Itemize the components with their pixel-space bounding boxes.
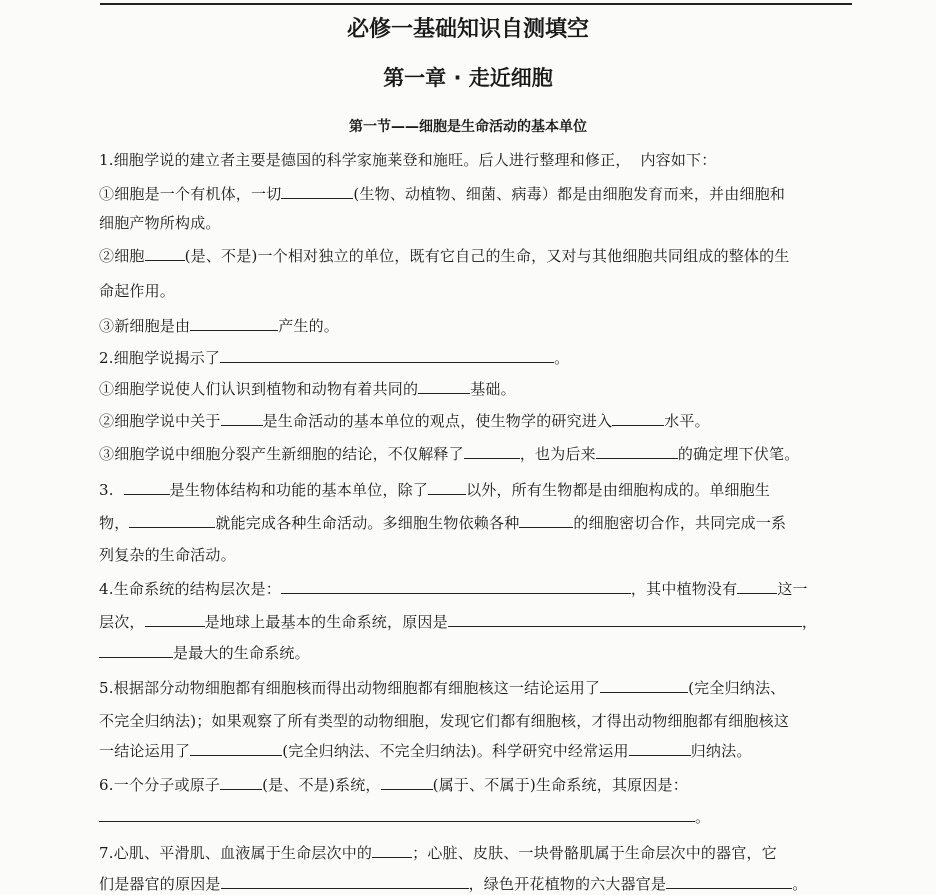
fill-blank[interactable]: [666, 874, 792, 889]
fill-blank[interactable]: [372, 843, 412, 858]
fill-blank[interactable]: [145, 246, 185, 261]
text-line: 是最大的生命系统。: [99, 643, 859, 663]
fill-blank[interactable]: [281, 184, 353, 199]
text-line: 5.根据部分动物细胞都有细胞核而得出动物细胞都有细胞核这一结论运用了 (完全归纳法、: [99, 679, 786, 697]
fill-blank[interactable]: [629, 741, 691, 756]
text-line: 。: [99, 807, 859, 827]
text-line: 们是器官的原因是 ，绿色开花植物的六大器官是 。: [99, 875, 808, 893]
fill-blank[interactable]: [464, 444, 520, 459]
text-line: ②细胞学说中关于 是生命活动的基本单位的观点，使生物学的研究进入 水平。: [99, 412, 710, 430]
text-line: 不完全归纳法)；如果观察了所有类型的动物细胞，发现它们都有细胞核，才得出动物细胞都有细胞核这: [99, 712, 790, 730]
top-rule: [100, 3, 852, 5]
fill-blank[interactable]: [129, 513, 215, 528]
text-line: 命起作用。: [99, 282, 176, 300]
text-line: ③细胞学说中细胞分裂产生新细胞的结论，不仅解释了 ，也为后来 的确定埋下伏笔。: [99, 445, 800, 463]
fill-blank[interactable]: [428, 480, 466, 495]
text-line: 2.细胞学说揭示了 。: [99, 349, 570, 367]
text-line: ①细胞学说使人们认识到植物和动物有着共同的 基础。: [99, 380, 516, 398]
text-line: ③新细胞是由 产生的。: [99, 317, 340, 335]
fill-blank[interactable]: [448, 612, 802, 627]
text-line: ①细胞是一个有机体，一切 (生物、动植物、细菌、病毒）都是由细胞发育而来，并由细胞和: [99, 185, 786, 203]
fill-blank[interactable]: [737, 579, 777, 594]
fill-blank[interactable]: [145, 612, 205, 627]
text-line: 1.细胞学说的建立者主要是德国的科学家施莱登和施旺。后人进行整理和修正， 内容如下：: [99, 151, 717, 169]
text-line: ②细胞 (是、不是)一个相对独立的单位，既有它自己的生命，又对与其他细胞共同组成的整体的生: [99, 247, 790, 265]
page-title: 必修一基础知识自测填空: [346, 17, 589, 42]
text-line: 4.生命系统的结构层次是： ，其中植物没有 这一: [99, 580, 808, 598]
text-line: 细胞产物所构成。: [99, 214, 221, 232]
fill-blank[interactable]: [190, 316, 278, 331]
text-line: 一结论运用了 (完全归纳法、不完全归纳法)。科学研究中经常运用 归纳法。: [99, 742, 752, 760]
text-line: 物， 就能完成各种生命活动。多细胞生物依赖各种 的细胞密切合作，共同完成一系: [99, 514, 787, 532]
fill-blank[interactable]: [220, 348, 554, 363]
fill-blank[interactable]: [221, 874, 469, 889]
section-title: 第一节——细胞是生命活动的基本单位: [349, 119, 587, 135]
text-line: 3. 是生物体结构和功能的基本单位，除了 以外，所有生物都是由细胞构成的。单细胞生: [99, 481, 771, 499]
text-line: 6.一个分子或原子 (是、不是)系统， (属于、不属于)生命系统，其原因是：: [99, 776, 688, 794]
text-line: 列复杂的生命活动。: [99, 546, 236, 564]
fill-blank[interactable]: [612, 411, 664, 426]
text-line: 7.心肌、平滑肌、血液属于生命层次中的 ；心脏、皮肤、一块骨骼肌属于生命层次中的器官，它: [99, 844, 777, 862]
text-line: 层次， 是地球上最基本的生命系统，原因是 ，: [99, 613, 818, 631]
fill-blank[interactable]: [519, 513, 573, 528]
fill-blank[interactable]: [596, 444, 678, 459]
fill-blank[interactable]: [221, 411, 263, 426]
chapter-title: 第一章 · 走近细胞: [383, 66, 553, 90]
fill-blank[interactable]: [281, 579, 631, 594]
fill-blank[interactable]: [99, 807, 695, 822]
fill-blank[interactable]: [600, 678, 688, 693]
fill-blank[interactable]: [418, 379, 470, 394]
fill-blank[interactable]: [99, 643, 173, 658]
fill-blank[interactable]: [381, 775, 433, 790]
fill-blank[interactable]: [190, 741, 282, 756]
fill-blank[interactable]: [124, 480, 170, 495]
fill-blank[interactable]: [220, 775, 262, 790]
